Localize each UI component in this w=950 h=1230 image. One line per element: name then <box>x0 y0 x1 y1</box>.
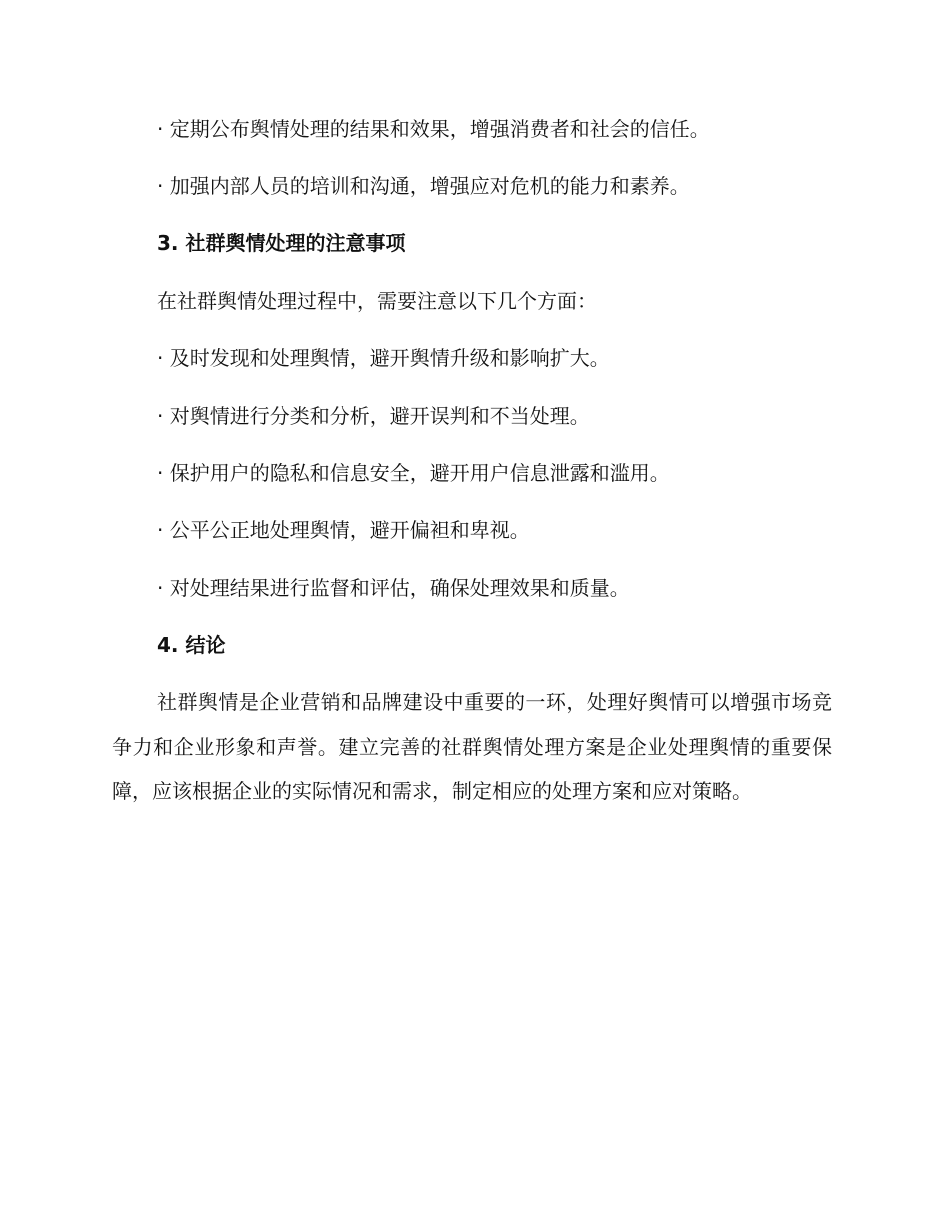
bullet-item: · 保护用户的隐私和信息安全，避开用户信息泄露和滥用。 <box>157 461 670 485</box>
bullet-item: · 对舆情进行分类和分析，避开误判和不当处理。 <box>157 404 590 428</box>
bullet-item: · 定期公布舆情处理的结果和效果，增强消费者和社会的信任。 <box>157 117 710 141</box>
bullet-item: · 对处理结果进行监督和评估，确保处理效果和质量。 <box>157 576 630 600</box>
conclusion-paragraph: 社群舆情是企业营销和品牌建设中重要的一环，处理好舆情可以增强市场竞争力和企业形象和声誉。建立完善的社群舆情处理方案是企业处理舆情的重要保障，应该根据企业的实际情况和需求，制定相应的处理方案和应对策略。 <box>112 690 832 804</box>
bullet-item: · 加强内部人员的培训和沟通，增强应对危机的能力和素养。 <box>157 174 690 198</box>
section-heading: 3. 社群舆情处理的注意事项 <box>157 231 406 255</box>
bullet-item: · 公平公正地处理舆情，避开偏袒和卑视。 <box>157 518 530 542</box>
section-intro: 在社群舆情处理过程中，需要注意以下几个方面： <box>157 289 597 313</box>
bullet-item: · 及时发现和处理舆情，避开舆情升级和影响扩大。 <box>157 346 610 370</box>
section-heading: 4. 结论 <box>157 633 226 657</box>
